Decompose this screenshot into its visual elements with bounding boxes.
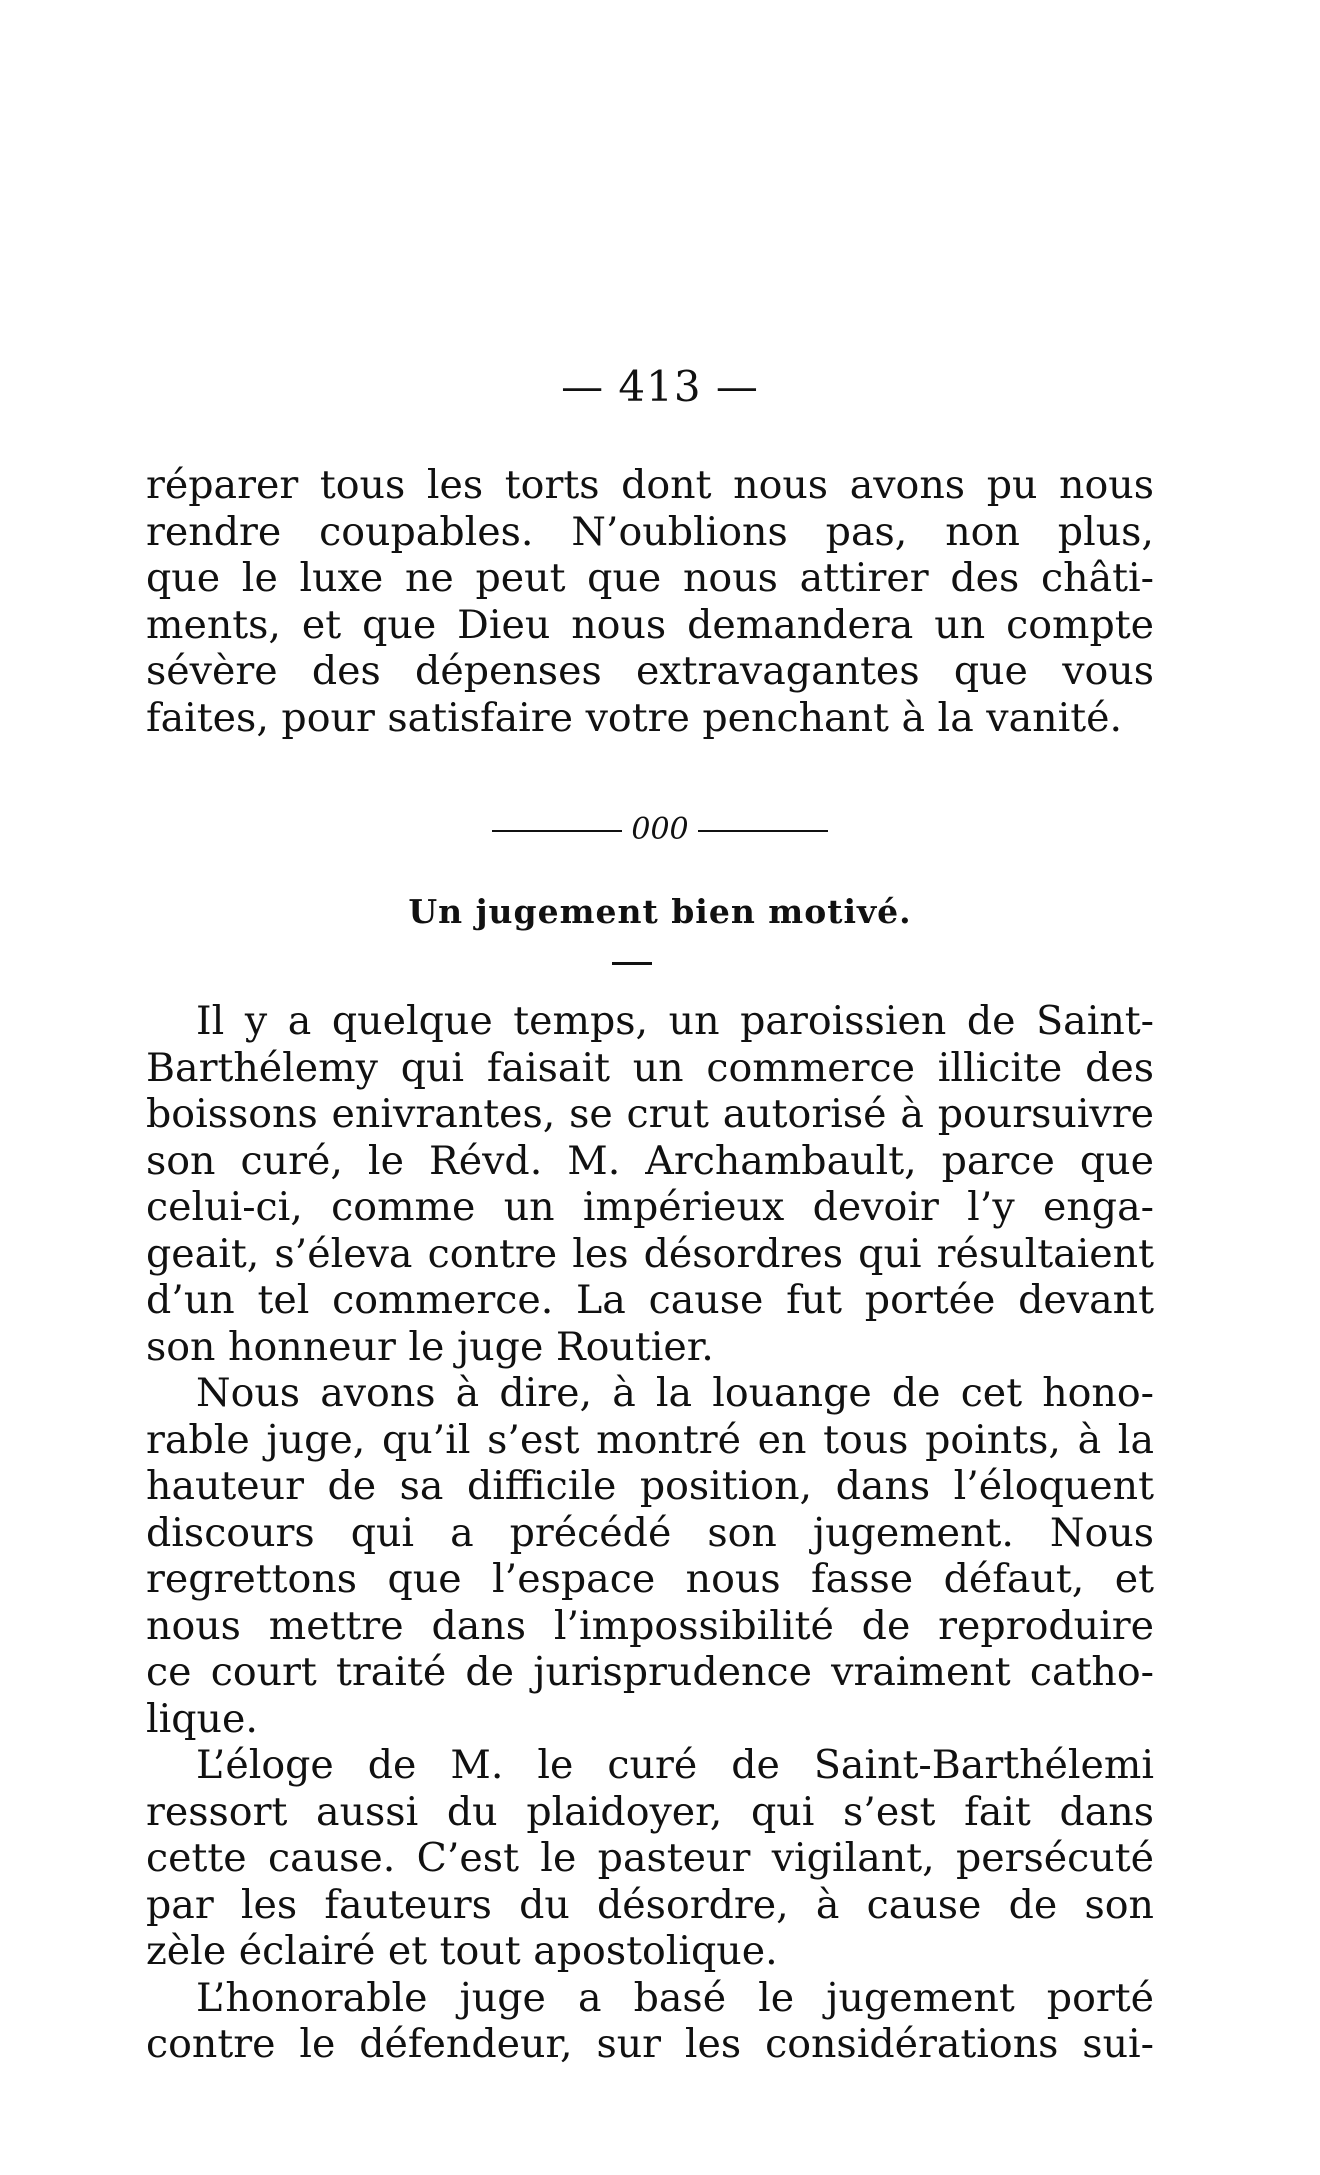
text-line: lique. [146, 1695, 258, 1742]
text-line: nous mettre dans l’impossibilité de reproduire [146, 1602, 1154, 1649]
text-line: cette cause. C’est le pasteur vigilant, persécuté [146, 1835, 1154, 1881]
text-line: son curé, le Révd. M. Archambault, parce que [146, 1137, 1154, 1184]
text-line: sévère des dépenses extravagantes que vous [146, 648, 1154, 694]
text-line: boissons enivrantes, se crut autorisé à poursuivre [146, 1091, 1154, 1137]
text-line: d’un tel commerce. La cause fut portée devant [146, 1277, 1154, 1323]
text-line: Il y a quelque temps, un paroissien de Saint- [196, 998, 1154, 1044]
text-line: ce court traité de jurisprudence vraiment catho- [146, 1649, 1154, 1695]
text-line: hauteur de sa difficile position, dans l’éloquent [146, 1463, 1154, 1509]
text-line: L’éloge de M. le curé de Saint-Barthélemi [196, 1742, 1154, 1788]
text-line: discours qui a précédé son jugement. Nous [146, 1509, 1154, 1556]
text-line: ressort aussi du plaidoyer, qui s’est fait dans [146, 1788, 1154, 1835]
article-body [146, 998, 1154, 2068]
title-underline-rule [612, 962, 652, 965]
text-line: Nous avons à dire, à la louange de cet hono- [196, 1370, 1154, 1416]
text-line: regrettons que l’espace nous fasse défaut, et [146, 1556, 1154, 1602]
separator-rule-left [492, 830, 622, 832]
text-line: rendre coupables. N’oublions pas, non plus, [146, 508, 1154, 555]
text-line: faites, pour satisfaire votre penchant à la vanité. [146, 694, 1123, 741]
section-title: Un jugement bien motivé. [408, 892, 912, 931]
separator-text: 000 [631, 812, 689, 847]
text-line: rable juge, qu’il s’est montré en tous points, à la [146, 1416, 1154, 1463]
page-number: — 413 — [561, 362, 759, 411]
text-line: zèle éclairé et tout apostolique. [146, 1928, 778, 1974]
text-line: celui-ci, comme un impérieux devoir l’y enga- [146, 1184, 1154, 1230]
text-line: que le luxe ne peut que nous attirer des châti- [146, 555, 1154, 601]
text-line: son honneur le juge Routier. [146, 1323, 714, 1370]
section-separator [0, 812, 1320, 847]
paragraph-continued [146, 462, 1154, 741]
text-line: geait, s’éleva contre les désordres qui résultaient [146, 1230, 1154, 1277]
text-line: Barthélemy qui faisait un commerce illicite des [146, 1044, 1154, 1091]
text-line: ments, et que Dieu nous demandera un compte [146, 601, 1154, 648]
text-line: réparer tous les torts dont nous avons pu nous [146, 462, 1154, 508]
text-line: contre le défendeur, sur les considérations sui- [146, 2021, 1154, 2067]
separator-rule-right [698, 830, 828, 832]
text-line: L’honorable juge a basé le jugement porté [196, 1974, 1154, 2021]
text-line: par les fauteurs du désordre, à cause de son [146, 1881, 1154, 1928]
